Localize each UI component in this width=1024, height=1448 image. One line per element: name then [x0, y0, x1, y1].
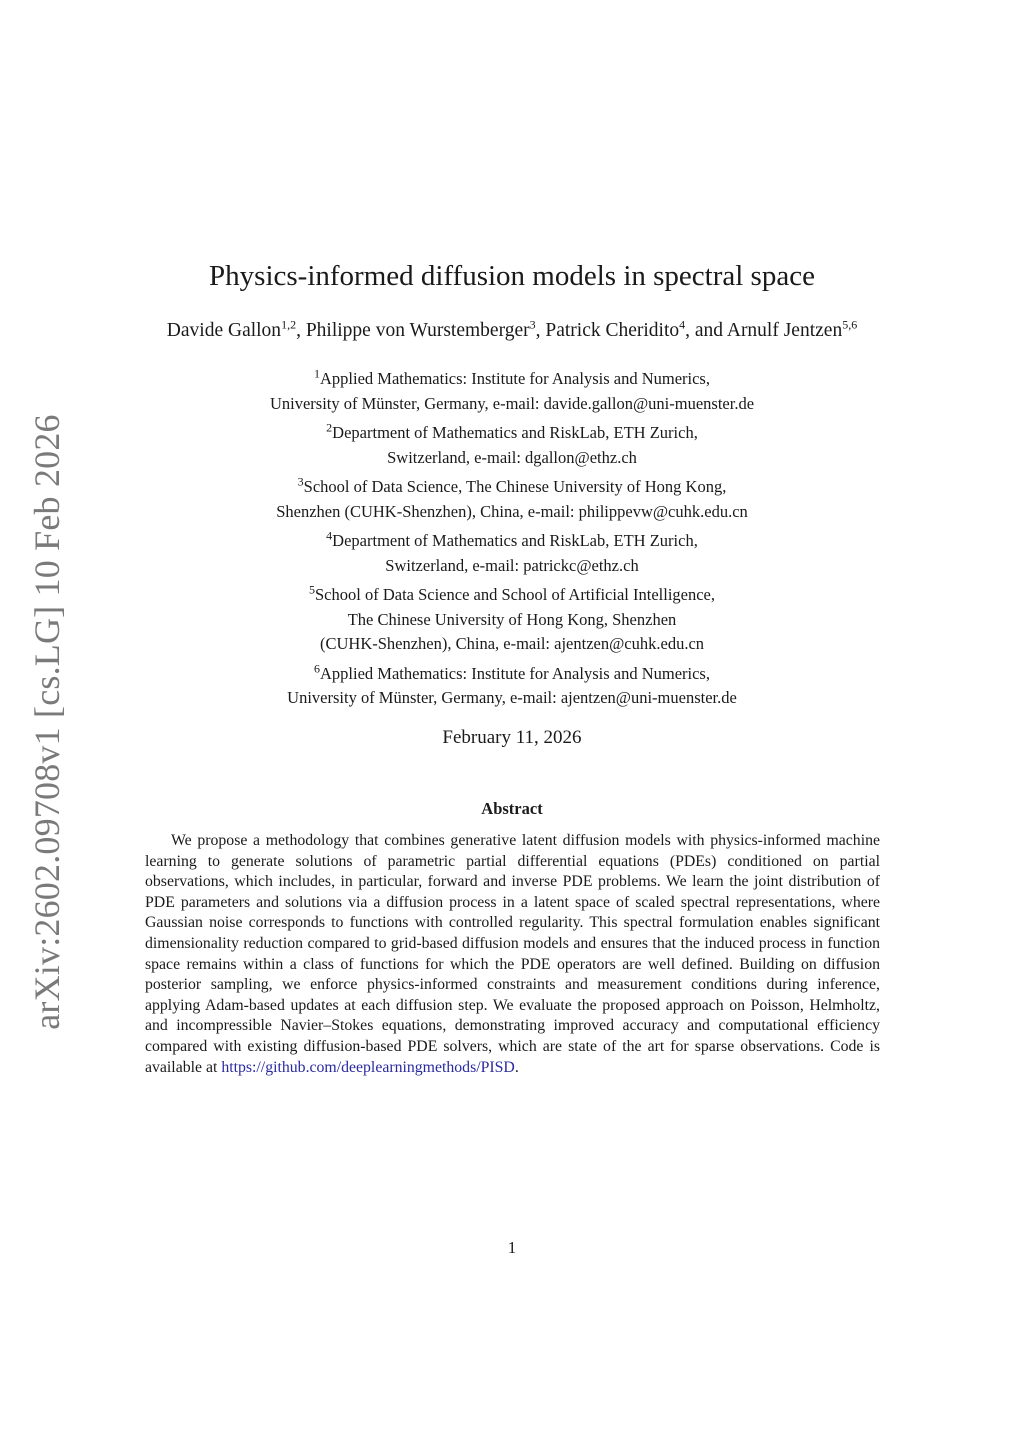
- affiliation-5: [0, 583, 1024, 657]
- arxiv-identifier-stamp: arXiv:2602.09708v1 [cs.LG] 10 Feb 2026: [27, 414, 67, 1030]
- affiliation-number: 3: [297, 474, 304, 489]
- affiliation-list: [0, 367, 1024, 716]
- author-affiliation-marker: 3: [529, 317, 536, 332]
- affiliation-number: 5: [309, 582, 315, 597]
- affiliation-line: School of Data Science, The Chinese University of Hong Kong,: [303, 477, 727, 496]
- abstract-body: [145, 831, 880, 1078]
- author-separator: ,: [535, 320, 546, 341]
- publication-date: February 11, 2026: [442, 727, 582, 748]
- author-list: [0, 317, 1024, 342]
- affiliation-number: 6: [314, 661, 321, 675]
- affiliation-line: Applied Mathematics: Institute for Analysis and Numerics,: [320, 369, 710, 388]
- author-separator: ,: [296, 320, 306, 341]
- affiliation-line: (CUHK-Shenzhen), China, e-mail: ajentzen@cuhk.edu.cn: [319, 634, 705, 653]
- affiliation-number: 1: [314, 366, 321, 381]
- author-affiliation-marker: 1,2: [281, 317, 297, 332]
- author-affiliation-marker: 5,6: [842, 317, 858, 332]
- affiliation-2: [0, 421, 1024, 470]
- affiliation-3: [0, 475, 1024, 524]
- affiliation-6: [0, 662, 1024, 711]
- affiliation-line: Switzerland, e-mail: patrickc@ethz.ch: [385, 555, 639, 575]
- affiliation-line: School of Data Science and School of Artificial Intelligence,: [315, 585, 715, 604]
- abstract-text: We propose a methodology that combines generative latent diffusion models with physics-informed machine learning to generate solutions of parametric partial differential equations (PDEs) conditioned on partial observations, which includes, in particular, forward and inverse PDE problems. We learn the joint distribution of PDE parameters and solutions via a diffusion process in a latent space of scaled spectral representations, where Gaussian noise corresponds to functions with controlled regularity. This spectral formulation enables significant dimensionality reduction compared to grid-based diffusion models and ensures that the induced process in function space remains within a class of functions for which the PDE operators are well defined. Building on diffusion posterior sampling, we enforce physics-informed constraints and measurement conditions during inference, applying Adam-based updates at each diffusion step. We evaluate the proposed approach on Poisson, Helmholtz, and incompressible Navier–Stokes equations, demonstrating improved accuracy and computational efficiency compared with existing diffusion-based PDE solvers, which are state of the art for sparse observations. Code is available at: [145, 832, 880, 1076]
- affiliation-4: [0, 529, 1024, 578]
- author-name: Arnulf Jentzen: [726, 320, 843, 341]
- author-name: Patrick Cheridito: [545, 320, 680, 341]
- author-name: Philippe von Wurstemberger: [305, 320, 530, 341]
- affiliation-line: Switzerland, e-mail: dgallon@ethz.ch: [387, 447, 637, 467]
- affiliation-line: University of Münster, Germany, e-mail: davide.gallon@uni-muenster.de: [269, 393, 755, 413]
- affiliation-number: 4: [326, 528, 333, 543]
- page-number: 1: [507, 1238, 517, 1257]
- affiliation-1: [0, 367, 1024, 416]
- affiliation-line: Department of Mathematics and RiskLab, ETH Zurich,: [332, 423, 698, 442]
- affiliation-number: 2: [326, 420, 333, 435]
- author-separator: , and: [685, 320, 727, 341]
- author-affiliation-marker: 4: [679, 317, 686, 332]
- abstract-heading: Abstract: [481, 799, 543, 818]
- abstract-end-punctuation: .: [514, 1058, 519, 1076]
- affiliation-line: Applied Mathematics: Institute for Analysis and Numerics,: [320, 663, 710, 683]
- affiliation-line: Shenzhen (CUHK-Shenzhen), China, e-mail: philippevw@cuhk.edu.cn: [276, 501, 748, 521]
- affiliation-line: Department of Mathematics and RiskLab, ETH Zurich,: [332, 531, 698, 550]
- affiliation-line: University of Münster, Germany, e-mail: ajentzen@uni-muenster.de: [287, 688, 737, 707]
- paper-title: Physics-informed diffusion models in spectral space: [209, 260, 815, 292]
- author-name: Davide Gallon: [166, 320, 282, 341]
- affiliation-line: The Chinese University of Hong Kong, Shenzhen: [347, 609, 677, 629]
- code-repository-link[interactable]: https://github.com/deeplearningmethods/PISD: [221, 1058, 515, 1076]
